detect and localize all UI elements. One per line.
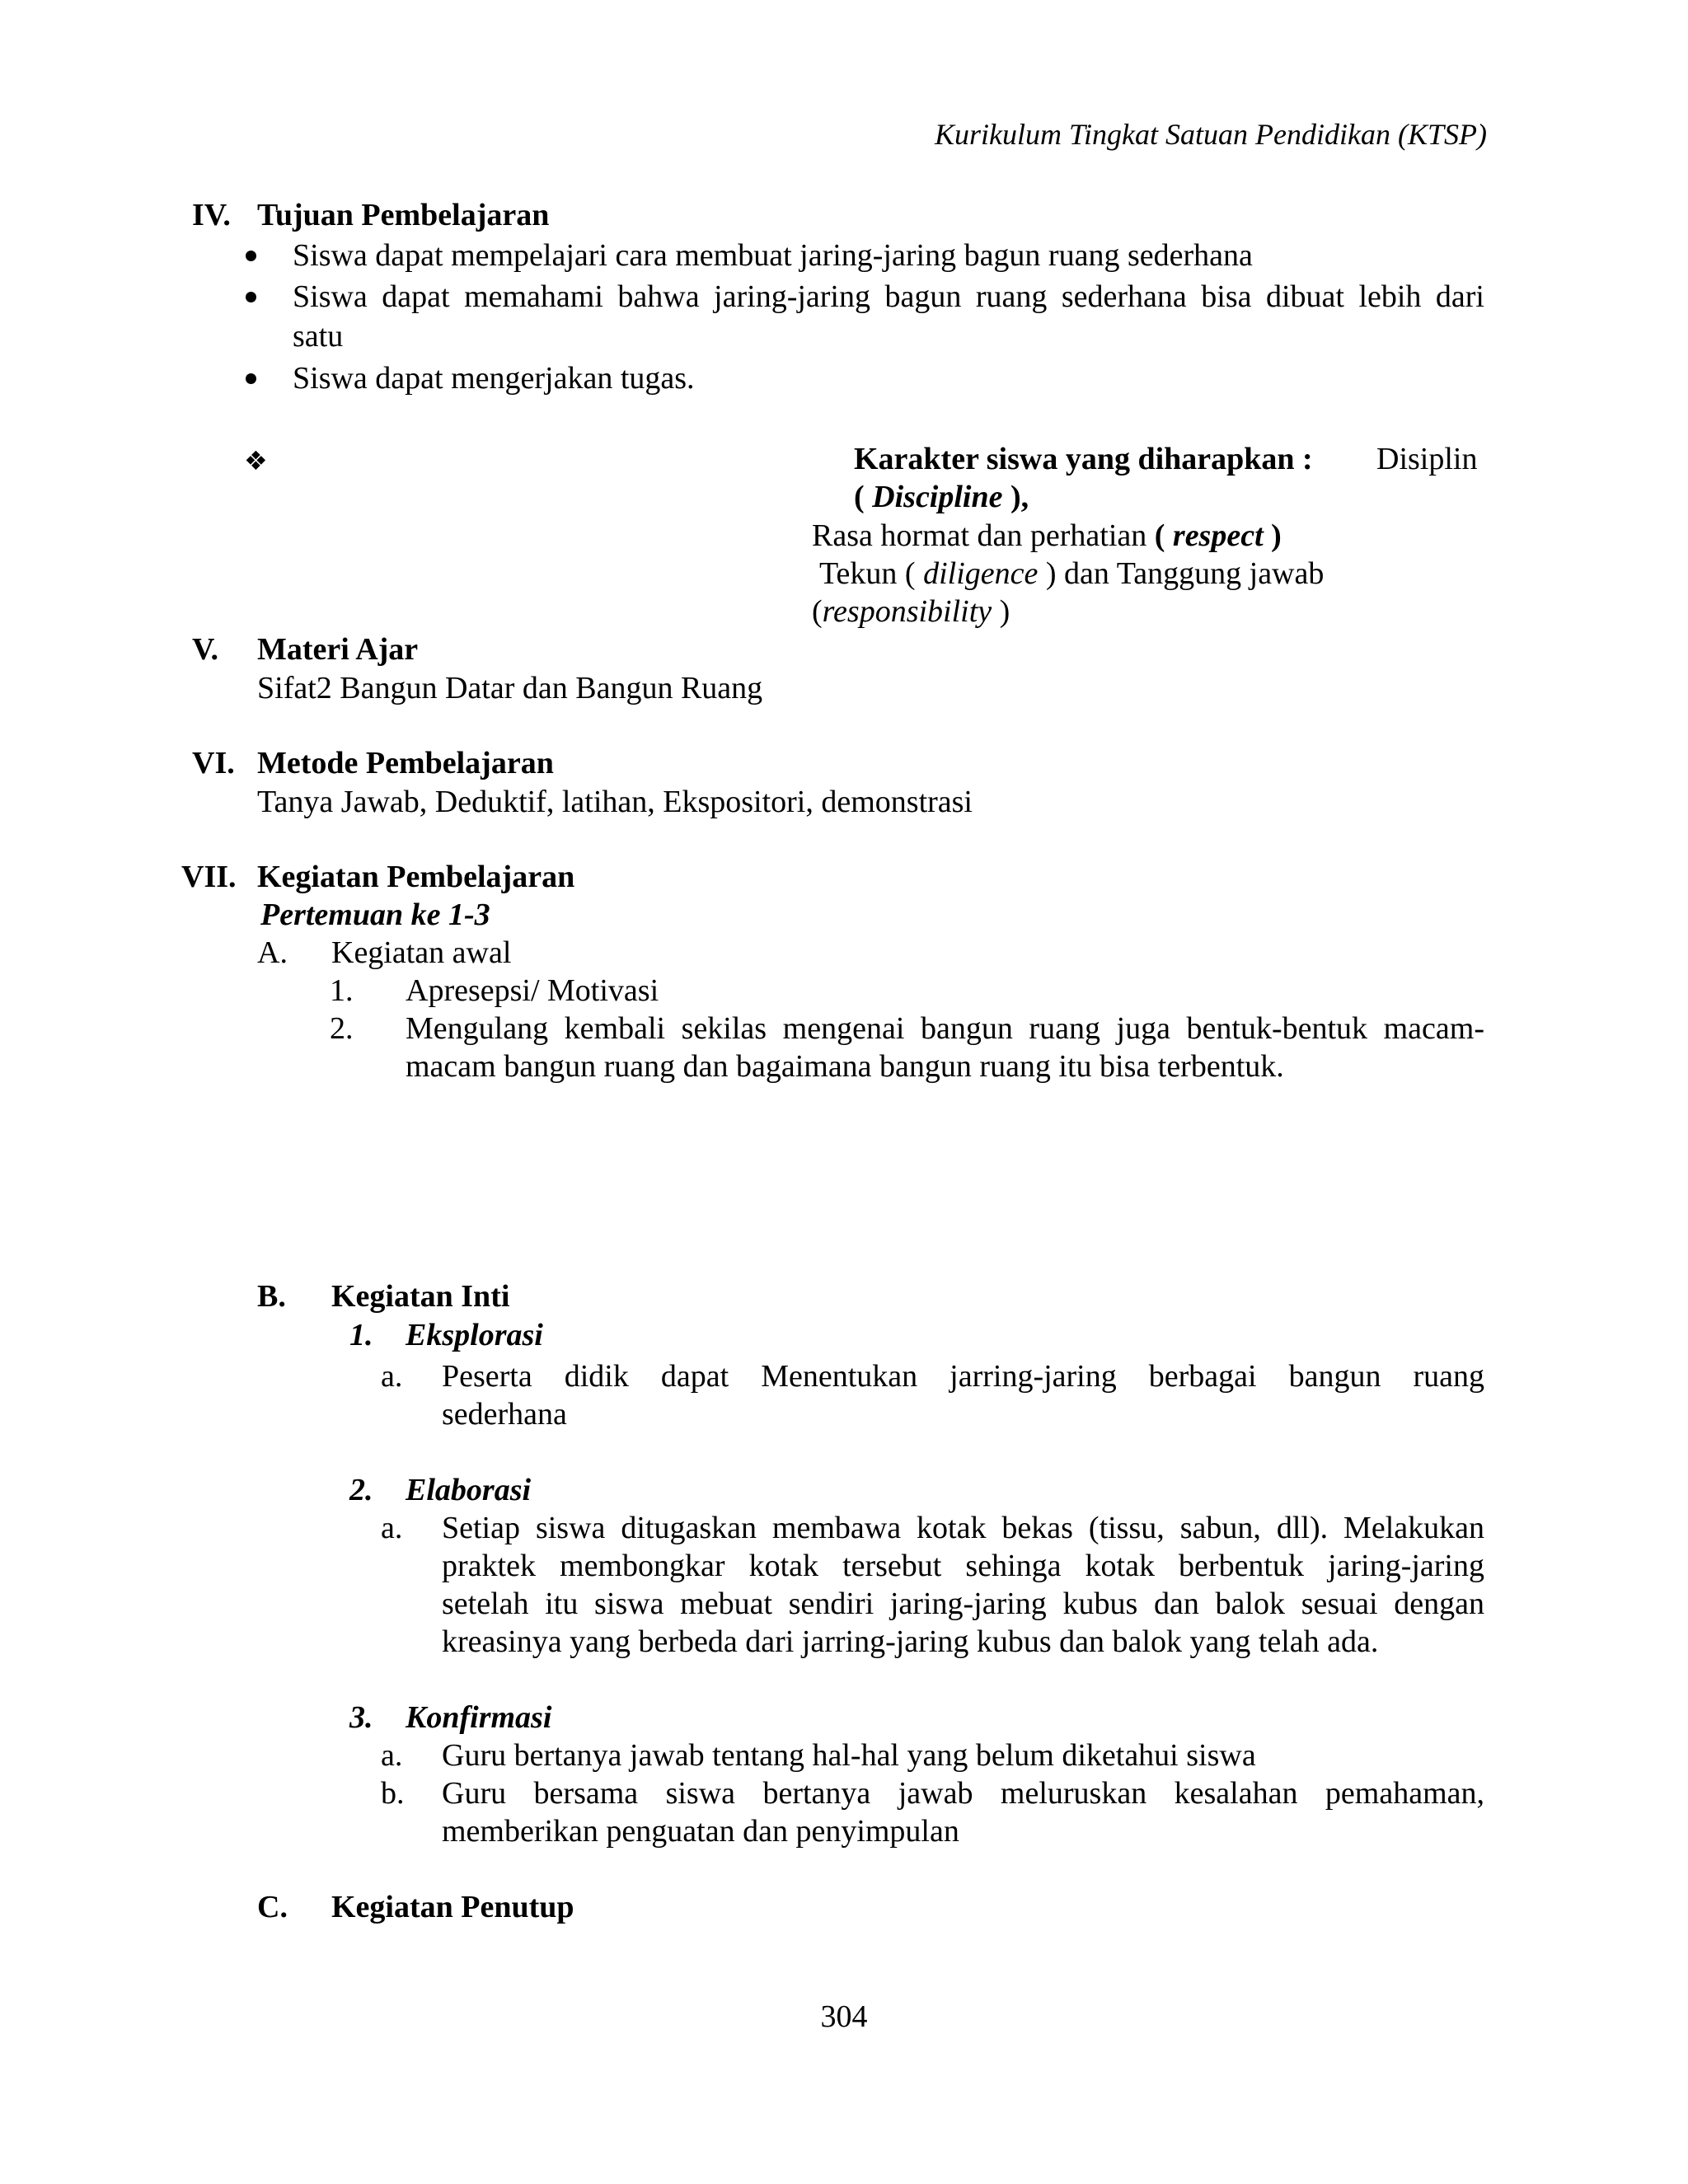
paren-open: ( bbox=[854, 480, 873, 514]
diamond-bullet-icon: ❖ bbox=[244, 445, 268, 476]
objective-item: Siswa dapat memahami bahwa jaring-jaring bagun ruang sederhana bisa dibuat lebih dari bbox=[293, 279, 1484, 314]
karakter-discipline-line bbox=[854, 478, 1029, 516]
activity-a-marker: A. bbox=[257, 935, 288, 970]
activity-b-marker: B. bbox=[257, 1279, 286, 1314]
karakter-responsibility-line bbox=[812, 593, 1010, 630]
section-vi-heading: Metode Pembelajaran bbox=[257, 746, 554, 780]
activity-a-item-number: 1. bbox=[330, 973, 354, 1008]
tekun-suffix: ) dan Tanggung jawab bbox=[1038, 556, 1325, 591]
meeting-label: Pertemuan ke 1-3 bbox=[260, 898, 490, 932]
section-iv-numeral: IV. bbox=[192, 198, 231, 232]
karakter-tekun-line bbox=[819, 555, 1324, 593]
section-v-heading: Materi Ajar bbox=[257, 632, 419, 667]
paren-open: ( bbox=[1154, 518, 1173, 553]
eksplorasi-title: Eksplorasi bbox=[406, 1318, 543, 1352]
section-iv-heading: Tujuan Pembelajaran bbox=[257, 198, 550, 232]
paren-close: ) bbox=[992, 594, 1010, 629]
eksplorasi-marker: a. bbox=[381, 1359, 403, 1394]
activity-a-item-number: 2. bbox=[330, 1011, 354, 1046]
karakter-label: Karakter siswa yang diharapkan : bbox=[854, 442, 1313, 476]
activity-a-title: Kegiatan awal bbox=[331, 935, 512, 970]
bullet-icon bbox=[246, 292, 256, 302]
konfirmasi-title: Konfirmasi bbox=[406, 1700, 552, 1735]
karakter-discipline: Discipline bbox=[872, 480, 1003, 514]
elaborasi-text-line: praktek membongkar kotak tersebut sehinga kotak berbentuk jaring-jaring bbox=[442, 1549, 1484, 1583]
respect-prefix: Rasa hormat dan perhatian bbox=[812, 518, 1155, 553]
paren-close: ), bbox=[1002, 480, 1029, 514]
karakter-disiplin: Disiplin bbox=[1376, 442, 1478, 476]
bullet-icon bbox=[246, 373, 256, 384]
section-vii-numeral: VII. bbox=[181, 860, 237, 894]
karakter-diligence: diligence bbox=[923, 556, 1039, 591]
karakter-respect: respect bbox=[1172, 518, 1264, 553]
activity-a-item: Mengulang kembali sekilas mengenai bangun ruang juga bentuk-bentuk macam- bbox=[406, 1011, 1484, 1046]
section-vii-heading: Kegiatan Pembelajaran bbox=[257, 860, 575, 894]
page-number: 304 bbox=[820, 1999, 868, 2034]
konfirmasi-a-text: Guru bertanya jawab tentang hal-hal yang belum diketahui siswa bbox=[442, 1738, 1256, 1773]
konfirmasi-b-marker: b. bbox=[381, 1776, 405, 1811]
objective-item: Siswa dapat mengerjakan tugas. bbox=[293, 361, 695, 396]
elaborasi-text-line: Setiap siswa ditugaskan membawa kotak bekas (tissu, sabun, dll). Melakukan bbox=[442, 1511, 1484, 1545]
activity-a-item: Apresepsi/ Motivasi bbox=[406, 973, 659, 1008]
objective-item-continuation: satu bbox=[293, 319, 344, 354]
activity-b-title: Kegiatan Inti bbox=[331, 1279, 510, 1314]
running-header: Kurikulum Tingkat Satuan Pendidikan (KTSP) bbox=[935, 118, 1487, 151]
eksplorasi-text-continuation: sederhana bbox=[442, 1397, 567, 1432]
konfirmasi-b-text-continuation: memberikan penguatan dan penyimpulan bbox=[442, 1814, 959, 1849]
activity-c-marker: C. bbox=[257, 1890, 288, 1924]
elaborasi-marker: a. bbox=[381, 1511, 403, 1545]
activity-c-title: Kegiatan Penutup bbox=[331, 1890, 574, 1924]
tekun-prefix: Tekun ( bbox=[819, 556, 924, 591]
activity-a-item-continuation: macam bangun ruang dan bagaimana bangun ruang itu bisa terbentuk. bbox=[406, 1049, 1284, 1084]
section-vi-numeral: VI. bbox=[192, 746, 235, 780]
eksplorasi-text: Peserta didik dapat Menentukan jarring-jaring berbagai bangun ruang bbox=[442, 1359, 1484, 1394]
elaborasi-number: 2. bbox=[349, 1473, 373, 1507]
elaborasi-text-line: kreasinya yang berbeda dari jarring-jaring kubus dan balok yang telah ada. bbox=[442, 1624, 1379, 1659]
konfirmasi-number: 3. bbox=[349, 1700, 373, 1735]
karakter-respect-line bbox=[812, 517, 1282, 555]
bullet-icon bbox=[246, 251, 256, 261]
paren-open: ( bbox=[812, 594, 823, 629]
eksplorasi-number: 1. bbox=[349, 1318, 373, 1352]
konfirmasi-a-marker: a. bbox=[381, 1738, 403, 1773]
section-vi-text: Tanya Jawab, Deduktif, latihan, Ekspositori, demonstrasi bbox=[257, 785, 973, 819]
section-v-text: Sifat2 Bangun Datar dan Bangun Ruang bbox=[257, 671, 763, 705]
karakter-responsibility: responsibility bbox=[822, 594, 992, 629]
paren-close: ) bbox=[1263, 518, 1282, 553]
konfirmasi-b-text: Guru bersama siswa bertanya jawab meluruskan kesalahan pemahaman, bbox=[442, 1776, 1484, 1811]
objective-item: Siswa dapat mempelajari cara membuat jaring-jaring bagun ruang sederhana bbox=[293, 238, 1253, 273]
elaborasi-text-line: setelah itu siswa mebuat sendiri jaring-jaring kubus dan balok sesuai dengan bbox=[442, 1586, 1484, 1621]
section-v-numeral: V. bbox=[192, 632, 219, 667]
elaborasi-title: Elaborasi bbox=[406, 1473, 532, 1507]
